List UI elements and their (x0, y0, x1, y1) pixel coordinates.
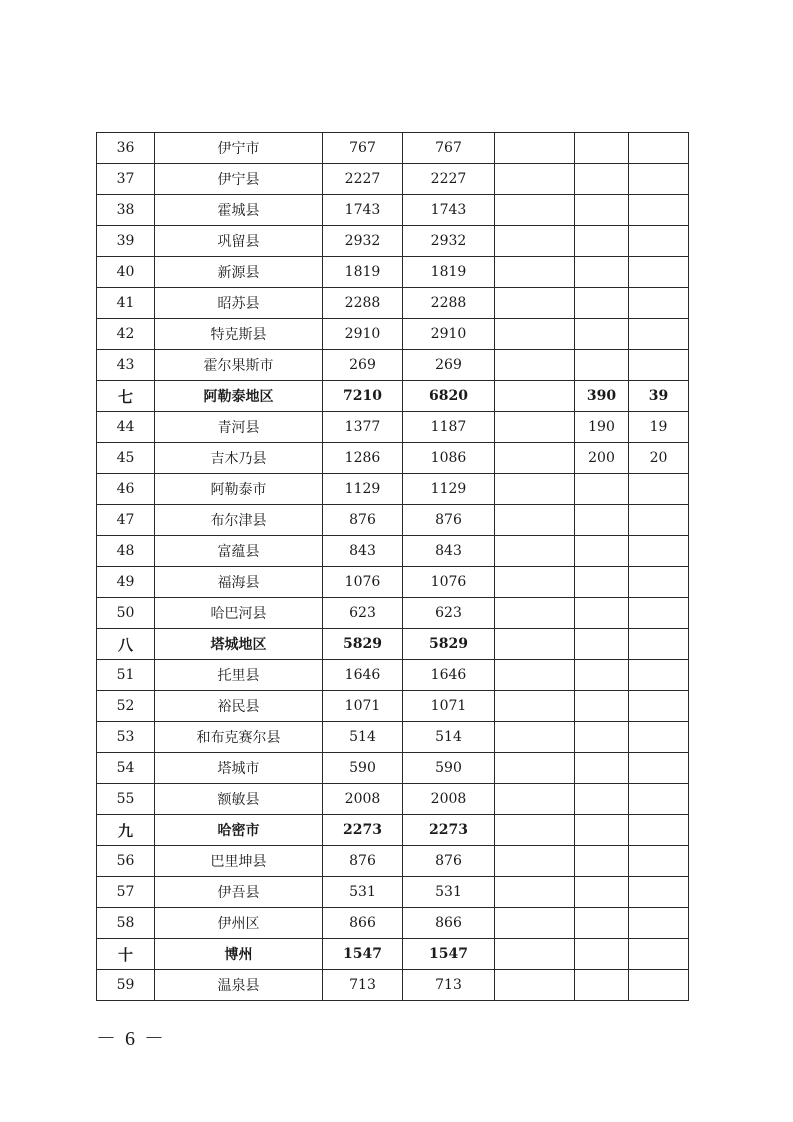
value-total: 2288 (323, 288, 403, 319)
row-number: 49 (97, 567, 155, 598)
value-col4 (575, 629, 629, 660)
row-number: 48 (97, 536, 155, 567)
row-number: 37 (97, 164, 155, 195)
value-total: 590 (323, 753, 403, 784)
value-col5 (629, 877, 689, 908)
region-name: 温泉县 (155, 970, 323, 1001)
row-number: 44 (97, 412, 155, 443)
value-col2: 2288 (403, 288, 495, 319)
value-col3 (495, 350, 575, 381)
row-number: 59 (97, 970, 155, 1001)
value-col5 (629, 629, 689, 660)
value-col5 (629, 908, 689, 939)
value-col4 (575, 474, 629, 505)
value-total: 1646 (323, 660, 403, 691)
value-col3 (495, 939, 575, 970)
value-col4 (575, 908, 629, 939)
value-total: 1377 (323, 412, 403, 443)
table-row (97, 195, 689, 226)
row-number: 51 (97, 660, 155, 691)
value-total: 1286 (323, 443, 403, 474)
value-col4 (575, 319, 629, 350)
value-col5 (629, 350, 689, 381)
value-col5 (629, 536, 689, 567)
group-row (97, 939, 689, 970)
value-col2: 876 (403, 846, 495, 877)
row-number: 38 (97, 195, 155, 226)
row-number: 46 (97, 474, 155, 505)
region-name: 富蕴县 (155, 536, 323, 567)
value-col2: 1076 (403, 567, 495, 598)
region-name: 霍尔果斯市 (155, 350, 323, 381)
region-name: 伊宁县 (155, 164, 323, 195)
value-col4: 190 (575, 412, 629, 443)
region-name: 阿勒泰市 (155, 474, 323, 505)
region-name: 托里县 (155, 660, 323, 691)
value-total: 1547 (323, 939, 403, 970)
region-name: 哈巴河县 (155, 598, 323, 629)
value-col5 (629, 784, 689, 815)
table-row (97, 846, 689, 877)
value-col3 (495, 536, 575, 567)
row-number: 43 (97, 350, 155, 381)
value-total: 2227 (323, 164, 403, 195)
value-col3 (495, 908, 575, 939)
region-name: 和布克赛尔县 (155, 722, 323, 753)
value-col3 (495, 970, 575, 1001)
value-col2: 1086 (403, 443, 495, 474)
value-col4 (575, 970, 629, 1001)
row-number: 七 (97, 381, 155, 412)
value-total: 2910 (323, 319, 403, 350)
value-col5 (629, 288, 689, 319)
value-col2: 623 (403, 598, 495, 629)
value-total: 623 (323, 598, 403, 629)
value-total: 876 (323, 505, 403, 536)
value-col5 (629, 939, 689, 970)
row-number: 55 (97, 784, 155, 815)
row-number: 52 (97, 691, 155, 722)
value-col3 (495, 691, 575, 722)
table-row (97, 784, 689, 815)
row-number: 40 (97, 257, 155, 288)
table-body (97, 133, 689, 1001)
table-row (97, 164, 689, 195)
region-name: 伊宁市 (155, 133, 323, 164)
value-col5 (629, 660, 689, 691)
value-col5 (629, 195, 689, 226)
value-col3 (495, 226, 575, 257)
value-col2: 2227 (403, 164, 495, 195)
page-number: － 6 － (96, 1028, 166, 1050)
value-col5: 19 (629, 412, 689, 443)
value-col3 (495, 195, 575, 226)
region-name: 伊吾县 (155, 877, 323, 908)
value-total: 269 (323, 350, 403, 381)
value-total: 1743 (323, 195, 403, 226)
value-col4 (575, 536, 629, 567)
value-col3 (495, 381, 575, 412)
table-row (97, 350, 689, 381)
value-col5 (629, 691, 689, 722)
row-number: 57 (97, 877, 155, 908)
value-total: 7210 (323, 381, 403, 412)
row-number: 53 (97, 722, 155, 753)
region-name: 阿勒泰地区 (155, 381, 323, 412)
value-total: 1129 (323, 474, 403, 505)
group-row (97, 629, 689, 660)
value-total: 2273 (323, 815, 403, 846)
table-row (97, 877, 689, 908)
table-row (97, 536, 689, 567)
value-col5 (629, 133, 689, 164)
value-col2: 1187 (403, 412, 495, 443)
value-col4 (575, 505, 629, 536)
value-col4 (575, 257, 629, 288)
value-total: 5829 (323, 629, 403, 660)
value-col3 (495, 567, 575, 598)
region-name: 巴里坤县 (155, 846, 323, 877)
value-col3 (495, 288, 575, 319)
table-row (97, 753, 689, 784)
value-total: 713 (323, 970, 403, 1001)
value-col4 (575, 815, 629, 846)
row-number: 九 (97, 815, 155, 846)
row-number: 41 (97, 288, 155, 319)
table-row (97, 443, 689, 474)
value-col4 (575, 691, 629, 722)
value-col3 (495, 784, 575, 815)
region-name: 额敏县 (155, 784, 323, 815)
value-col2: 1547 (403, 939, 495, 970)
value-col4 (575, 598, 629, 629)
row-number: 45 (97, 443, 155, 474)
value-total: 1076 (323, 567, 403, 598)
value-col2: 590 (403, 753, 495, 784)
value-col3 (495, 877, 575, 908)
value-col5 (629, 226, 689, 257)
value-col3 (495, 753, 575, 784)
value-col3 (495, 443, 575, 474)
value-col2: 514 (403, 722, 495, 753)
table-row (97, 319, 689, 350)
value-col5 (629, 567, 689, 598)
value-col3 (495, 133, 575, 164)
value-col2: 269 (403, 350, 495, 381)
value-col2: 1819 (403, 257, 495, 288)
value-col2: 1129 (403, 474, 495, 505)
value-col4 (575, 567, 629, 598)
group-row (97, 815, 689, 846)
value-col2: 1646 (403, 660, 495, 691)
value-col2: 531 (403, 877, 495, 908)
value-col4 (575, 939, 629, 970)
group-row (97, 381, 689, 412)
value-col5: 20 (629, 443, 689, 474)
value-col5 (629, 598, 689, 629)
value-col5 (629, 722, 689, 753)
region-name: 昭苏县 (155, 288, 323, 319)
value-col2: 866 (403, 908, 495, 939)
value-col5 (629, 319, 689, 350)
row-number: 42 (97, 319, 155, 350)
value-col3 (495, 164, 575, 195)
region-name: 青河县 (155, 412, 323, 443)
value-total: 531 (323, 877, 403, 908)
value-col2: 713 (403, 970, 495, 1001)
region-name: 吉木乃县 (155, 443, 323, 474)
region-name: 哈密市 (155, 815, 323, 846)
table-row (97, 226, 689, 257)
value-total: 866 (323, 908, 403, 939)
value-col4 (575, 722, 629, 753)
value-col5: 39 (629, 381, 689, 412)
row-number: 36 (97, 133, 155, 164)
region-name: 新源县 (155, 257, 323, 288)
value-col3 (495, 257, 575, 288)
value-total: 514 (323, 722, 403, 753)
value-col2: 1743 (403, 195, 495, 226)
region-name: 特克斯县 (155, 319, 323, 350)
value-col5 (629, 846, 689, 877)
value-col4 (575, 195, 629, 226)
value-col3 (495, 660, 575, 691)
value-col2: 843 (403, 536, 495, 567)
value-total: 843 (323, 536, 403, 567)
value-col3 (495, 598, 575, 629)
region-name: 塔城市 (155, 753, 323, 784)
value-col4 (575, 877, 629, 908)
value-total: 2932 (323, 226, 403, 257)
row-number: 十 (97, 939, 155, 970)
value-col3 (495, 505, 575, 536)
value-total: 876 (323, 846, 403, 877)
allocation-table (96, 132, 689, 1001)
value-col3 (495, 474, 575, 505)
value-col5 (629, 970, 689, 1001)
table-row (97, 660, 689, 691)
table-row (97, 474, 689, 505)
table-row (97, 567, 689, 598)
table-row (97, 908, 689, 939)
table-row (97, 257, 689, 288)
value-col2: 2008 (403, 784, 495, 815)
value-col4: 390 (575, 381, 629, 412)
value-col4 (575, 846, 629, 877)
value-col3 (495, 629, 575, 660)
row-number: 八 (97, 629, 155, 660)
row-number: 54 (97, 753, 155, 784)
value-col4 (575, 350, 629, 381)
value-col5 (629, 257, 689, 288)
value-col2: 2932 (403, 226, 495, 257)
region-name: 霍城县 (155, 195, 323, 226)
value-col5 (629, 815, 689, 846)
table-row (97, 133, 689, 164)
region-name: 布尔津县 (155, 505, 323, 536)
value-col3 (495, 722, 575, 753)
value-col2: 2910 (403, 319, 495, 350)
value-col4 (575, 133, 629, 164)
value-col2: 1071 (403, 691, 495, 722)
value-total: 767 (323, 133, 403, 164)
value-col2: 2273 (403, 815, 495, 846)
value-col2: 767 (403, 133, 495, 164)
table-row (97, 505, 689, 536)
table-row (97, 598, 689, 629)
value-total: 2008 (323, 784, 403, 815)
value-col4 (575, 784, 629, 815)
region-name: 博州 (155, 939, 323, 970)
value-col3 (495, 319, 575, 350)
region-name: 塔城地区 (155, 629, 323, 660)
table-row (97, 288, 689, 319)
value-col2: 6820 (403, 381, 495, 412)
value-col5 (629, 474, 689, 505)
row-number: 47 (97, 505, 155, 536)
table-row (97, 412, 689, 443)
table-row (97, 970, 689, 1001)
value-col4 (575, 164, 629, 195)
table-row (97, 722, 689, 753)
value-col3 (495, 815, 575, 846)
value-col4 (575, 660, 629, 691)
value-col5 (629, 164, 689, 195)
value-col4 (575, 226, 629, 257)
value-col3 (495, 412, 575, 443)
region-name: 裕民县 (155, 691, 323, 722)
value-total: 1819 (323, 257, 403, 288)
value-col4: 200 (575, 443, 629, 474)
value-col2: 876 (403, 505, 495, 536)
row-number: 56 (97, 846, 155, 877)
region-name: 福海县 (155, 567, 323, 598)
value-col4 (575, 753, 629, 784)
value-total: 1071 (323, 691, 403, 722)
value-col3 (495, 846, 575, 877)
row-number: 39 (97, 226, 155, 257)
value-col5 (629, 505, 689, 536)
value-col5 (629, 753, 689, 784)
table-row (97, 691, 689, 722)
value-col2: 5829 (403, 629, 495, 660)
value-col4 (575, 288, 629, 319)
region-name: 伊州区 (155, 908, 323, 939)
row-number: 50 (97, 598, 155, 629)
region-name: 巩留县 (155, 226, 323, 257)
row-number: 58 (97, 908, 155, 939)
